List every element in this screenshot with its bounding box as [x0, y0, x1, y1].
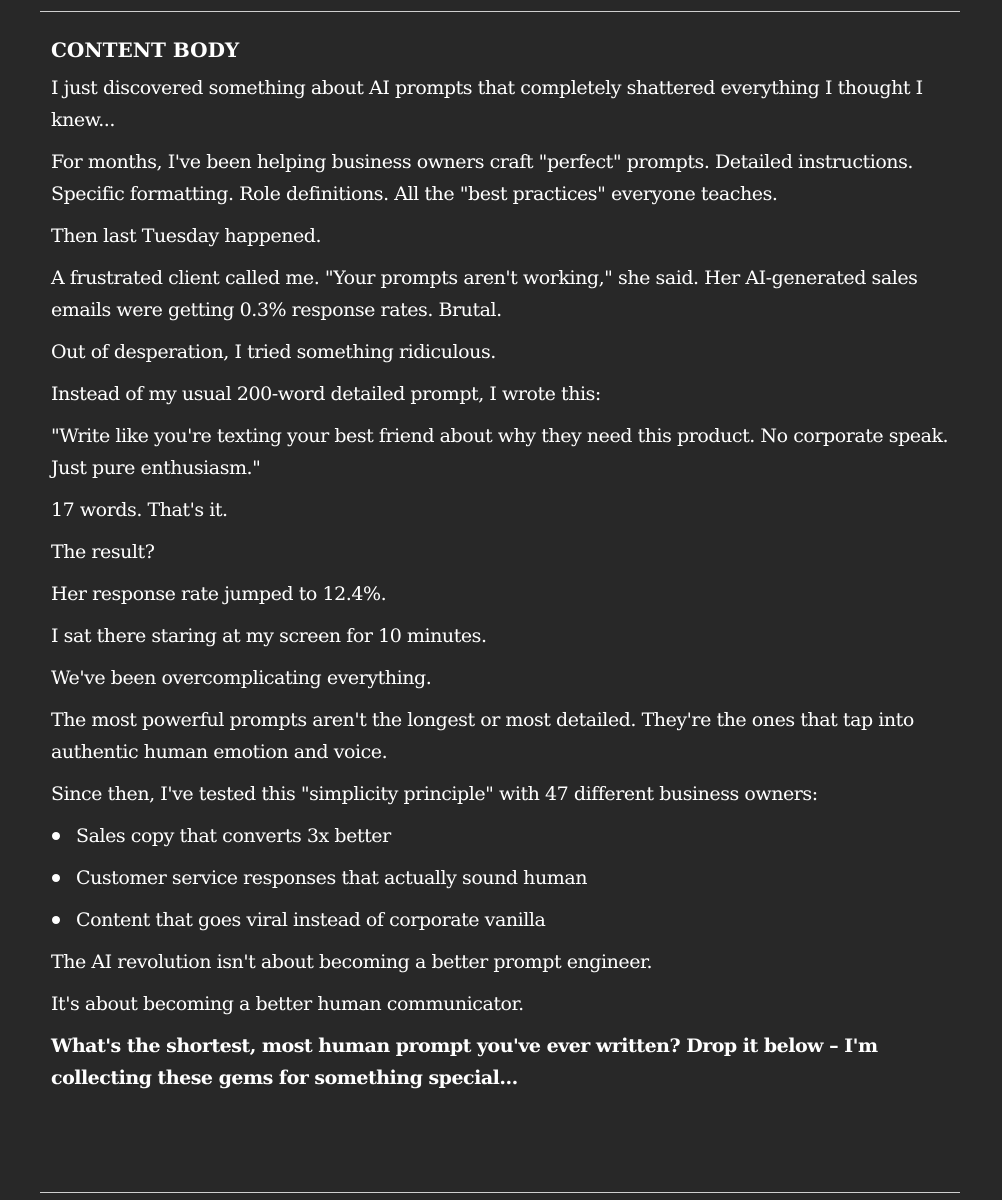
bullet-dot-icon — [52, 874, 60, 882]
content-body — [51, 36, 951, 1104]
closing-question: What's the shortest, most human prompt you've ever written? Drop it below – I'm collecting these gems for something special... — [51, 1035, 878, 1089]
bottom-divider — [40, 1192, 960, 1193]
paragraph: The AI revolution isn't about becoming a better prompt engineer. — [51, 951, 653, 973]
paragraph: It's about becoming a better human communicator. — [51, 993, 524, 1015]
list-item — [76, 820, 951, 852]
list-item-text: Sales copy that converts 3x better — [76, 825, 391, 847]
paragraph: For months, I've been helping business owners craft "perfect" prompts. Detailed instructions. Specific formatting. Role definitions. All the "best practices" everyone teaches. — [51, 151, 913, 205]
bullet-dot-icon — [52, 916, 60, 924]
paragraph: Since then, I've tested this "simplicity principle" with 47 different business owners: — [51, 783, 818, 805]
list-item-text: Customer service responses that actually sound human — [76, 867, 587, 889]
bullet-list — [51, 820, 951, 936]
paragraph: I just discovered something about AI prompts that completely shattered everything I thought I knew... — [51, 77, 923, 131]
bullet-dot-icon — [52, 832, 60, 840]
quoted-prompt: "Write like you're texting your best friend about why they need this product. No corporate speak. Just pure enthusiasm." — [51, 425, 949, 479]
paragraph: I sat there staring at my screen for 10 minutes. — [51, 625, 487, 647]
section-heading: CONTENT BODY — [51, 38, 240, 62]
list-item — [76, 862, 951, 894]
paragraph: The result? — [51, 541, 155, 563]
paragraph: Instead of my usual 200-word detailed prompt, I wrote this: — [51, 383, 601, 405]
paragraph: Out of desperation, I tried something ridiculous. — [51, 341, 496, 363]
paragraph: Her response rate jumped to 12.4%. — [51, 583, 387, 605]
paragraph: 17 words. That's it. — [51, 499, 228, 521]
paragraph: A frustrated client called me. "Your prompts aren't working," she said. Her AI-generated sales emails were getting 0.3% response rates. Brutal. — [51, 267, 918, 321]
paragraph: The most powerful prompts aren't the longest or most detailed. They're the ones that tap into authentic human emotion and voice. — [51, 709, 914, 763]
top-divider — [40, 11, 960, 12]
list-item-text: Content that goes viral instead of corporate vanilla — [76, 909, 546, 931]
paragraph: Then last Tuesday happened. — [51, 225, 322, 247]
paragraph: We've been overcomplicating everything. — [51, 667, 432, 689]
list-item — [76, 904, 951, 936]
